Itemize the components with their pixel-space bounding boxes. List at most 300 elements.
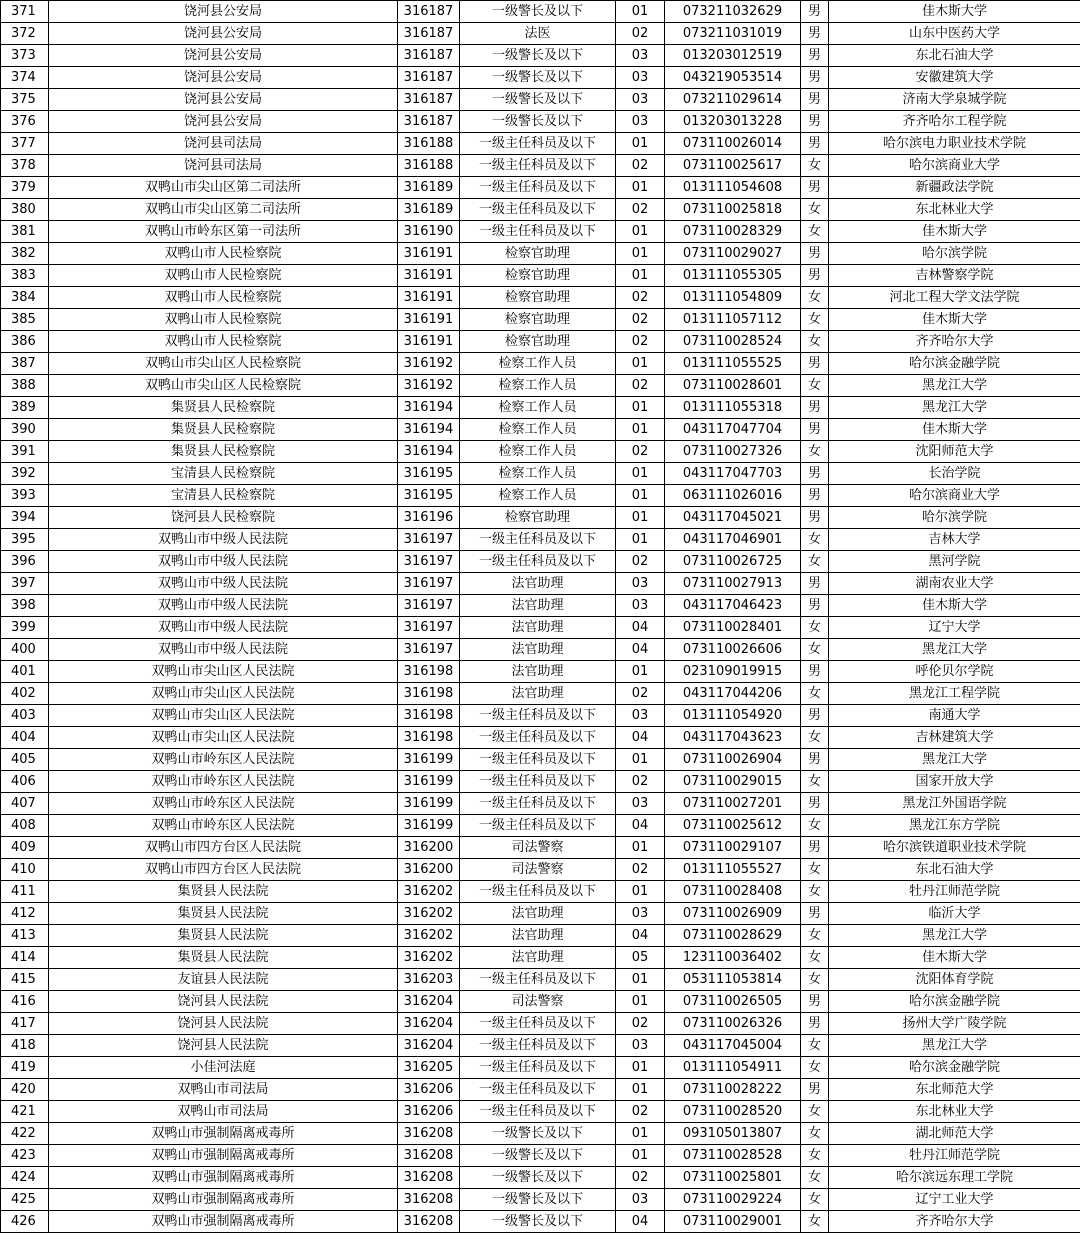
agency-name-cell: 集贤县人民法院: [49, 925, 398, 947]
agency-name-cell: 集贤县人民检察院: [49, 419, 398, 441]
position-name-cell: 一级主任科员及以下: [460, 705, 616, 727]
gender-cell: 女: [801, 441, 829, 463]
exam-id-cell: 093105013807: [665, 1123, 801, 1145]
agency-name-cell: 双鸭山市司法局: [49, 1101, 398, 1123]
position-code-cell: 316194: [398, 441, 460, 463]
position-name-cell: 一级警长及以下: [460, 1123, 616, 1145]
position-index-cell: 01: [616, 969, 665, 991]
position-name-cell: 一级警长及以下: [460, 89, 616, 111]
gender-cell: 男: [801, 485, 829, 507]
row-number-cell: 407: [1, 793, 49, 815]
row-number-cell: 400: [1, 639, 49, 661]
school-name-cell: 黑龙江工程学院: [829, 683, 1080, 705]
exam-id-cell: 043117043623: [665, 727, 801, 749]
row-number-cell: 424: [1, 1167, 49, 1189]
exam-id-cell: 043117044206: [665, 683, 801, 705]
table-row: [1, 375, 1080, 397]
gender-cell: 女: [801, 859, 829, 881]
position-code-cell: 316208: [398, 1123, 460, 1145]
position-index-cell: 02: [616, 1167, 665, 1189]
exam-id-cell: 073110028329: [665, 221, 801, 243]
school-name-cell: 南通大学: [829, 705, 1080, 727]
position-code-cell: 316189: [398, 199, 460, 221]
position-index-cell: 03: [616, 45, 665, 67]
position-index-cell: 01: [616, 507, 665, 529]
position-name-cell: 检察工作人员: [460, 419, 616, 441]
position-name-cell: 检察官助理: [460, 331, 616, 353]
position-index-cell: 04: [616, 727, 665, 749]
position-name-cell: 一级主任科员及以下: [460, 199, 616, 221]
exam-id-cell: 073110028222: [665, 1079, 801, 1101]
position-code-cell: 316202: [398, 881, 460, 903]
school-name-cell: 佳木斯大学: [829, 419, 1080, 441]
position-name-cell: 法官助理: [460, 947, 616, 969]
table-row: [1, 265, 1080, 287]
position-code-cell: 316198: [398, 661, 460, 683]
table-row: [1, 617, 1080, 639]
position-index-cell: 03: [616, 1035, 665, 1057]
table-row: [1, 1013, 1080, 1035]
row-number-cell: 426: [1, 1211, 49, 1233]
position-index-cell: 01: [616, 133, 665, 155]
position-name-cell: 一级警长及以下: [460, 45, 616, 67]
gender-cell: 女: [801, 815, 829, 837]
agency-name-cell: 双鸭山市人民检察院: [49, 309, 398, 331]
position-index-cell: 01: [616, 991, 665, 1013]
row-number-cell: 395: [1, 529, 49, 551]
row-number-cell: 399: [1, 617, 49, 639]
gender-cell: 男: [801, 177, 829, 199]
school-name-cell: 佳木斯大学: [829, 309, 1080, 331]
position-code-cell: 316196: [398, 507, 460, 529]
agency-name-cell: 宝清县人民检察院: [49, 485, 398, 507]
gender-cell: 女: [801, 969, 829, 991]
table-row: [1, 111, 1080, 133]
row-number-cell: 394: [1, 507, 49, 529]
school-name-cell: 哈尔滨金融学院: [829, 353, 1080, 375]
position-code-cell: 316198: [398, 705, 460, 727]
position-index-cell: 01: [616, 419, 665, 441]
row-number-cell: 412: [1, 903, 49, 925]
exam-id-cell: 013111054608: [665, 177, 801, 199]
position-index-cell: 01: [616, 1057, 665, 1079]
position-name-cell: 一级主任科员及以下: [460, 749, 616, 771]
position-name-cell: 法官助理: [460, 683, 616, 705]
exam-id-cell: 073110028601: [665, 375, 801, 397]
agency-name-cell: 饶河县公安局: [49, 89, 398, 111]
position-name-cell: 一级主任科员及以下: [460, 155, 616, 177]
agency-name-cell: 集贤县人民法院: [49, 881, 398, 903]
agency-name-cell: 双鸭山市四方台区人民法院: [49, 837, 398, 859]
gender-cell: 女: [801, 309, 829, 331]
exam-id-cell: 123110036402: [665, 947, 801, 969]
row-number-cell: 371: [1, 1, 49, 23]
row-number-cell: 373: [1, 45, 49, 67]
position-name-cell: 一级主任科员及以下: [460, 133, 616, 155]
row-number-cell: 403: [1, 705, 49, 727]
row-number-cell: 423: [1, 1145, 49, 1167]
agency-name-cell: 双鸭山市尖山区人民法院: [49, 661, 398, 683]
position-code-cell: 316198: [398, 727, 460, 749]
position-name-cell: 一级警长及以下: [460, 1145, 616, 1167]
agency-name-cell: 双鸭山市岭东区人民法院: [49, 749, 398, 771]
position-index-cell: 04: [616, 925, 665, 947]
exam-id-cell: 073110028528: [665, 1145, 801, 1167]
gender-cell: 女: [801, 1057, 829, 1079]
gender-cell: 女: [801, 551, 829, 573]
position-name-cell: 检察官助理: [460, 507, 616, 529]
agency-name-cell: 双鸭山市中级人民法院: [49, 595, 398, 617]
exam-id-cell: 023109019915: [665, 661, 801, 683]
school-name-cell: 哈尔滨远东理工学院: [829, 1167, 1080, 1189]
gender-cell: 女: [801, 1145, 829, 1167]
school-name-cell: 黑龙江大学: [829, 749, 1080, 771]
exam-id-cell: 073110029224: [665, 1189, 801, 1211]
table-row: [1, 837, 1080, 859]
row-number-cell: 409: [1, 837, 49, 859]
agency-name-cell: 双鸭山市中级人民法院: [49, 617, 398, 639]
table-row: [1, 749, 1080, 771]
gender-cell: 女: [801, 639, 829, 661]
agency-name-cell: 饶河县公安局: [49, 23, 398, 45]
table-row: [1, 463, 1080, 485]
exam-id-cell: 073211029614: [665, 89, 801, 111]
position-code-cell: 316187: [398, 89, 460, 111]
exam-id-cell: 073110026725: [665, 551, 801, 573]
gender-cell: 男: [801, 89, 829, 111]
position-code-cell: 316206: [398, 1101, 460, 1123]
row-number-cell: 408: [1, 815, 49, 837]
exam-id-cell: 073110028520: [665, 1101, 801, 1123]
gender-cell: 男: [801, 419, 829, 441]
position-code-cell: 316191: [398, 243, 460, 265]
position-name-cell: 法官助理: [460, 661, 616, 683]
position-name-cell: 检察工作人员: [460, 485, 616, 507]
position-index-cell: 04: [616, 617, 665, 639]
table-row: [1, 133, 1080, 155]
position-name-cell: 一级主任科员及以下: [460, 793, 616, 815]
exam-id-cell: 063111026016: [665, 485, 801, 507]
school-name-cell: 黑龙江大学: [829, 639, 1080, 661]
row-number-cell: 419: [1, 1057, 49, 1079]
gender-cell: 男: [801, 749, 829, 771]
position-code-cell: 316187: [398, 1, 460, 23]
row-number-cell: 388: [1, 375, 49, 397]
position-code-cell: 316187: [398, 67, 460, 89]
school-name-cell: 东北石油大学: [829, 45, 1080, 67]
exam-id-cell: 073110028629: [665, 925, 801, 947]
row-number-cell: 387: [1, 353, 49, 375]
agency-name-cell: 双鸭山市四方台区人民法院: [49, 859, 398, 881]
table-row: [1, 529, 1080, 551]
exam-id-cell: 013111055527: [665, 859, 801, 881]
exam-id-cell: 043117047703: [665, 463, 801, 485]
position-code-cell: 316194: [398, 397, 460, 419]
gender-cell: 女: [801, 947, 829, 969]
row-number-cell: 389: [1, 397, 49, 419]
school-name-cell: 吉林大学: [829, 529, 1080, 551]
position-code-cell: 316191: [398, 309, 460, 331]
position-index-cell: 01: [616, 353, 665, 375]
row-number-cell: 421: [1, 1101, 49, 1123]
position-index-cell: 02: [616, 309, 665, 331]
position-code-cell: 316191: [398, 265, 460, 287]
position-index-cell: 02: [616, 331, 665, 353]
gender-cell: 男: [801, 397, 829, 419]
gender-cell: 女: [801, 199, 829, 221]
gender-cell: 男: [801, 1013, 829, 1035]
school-name-cell: 黑龙江东方学院: [829, 815, 1080, 837]
position-index-cell: 02: [616, 771, 665, 793]
position-index-cell: 02: [616, 375, 665, 397]
position-code-cell: 316199: [398, 793, 460, 815]
position-name-cell: 一级主任科员及以下: [460, 1079, 616, 1101]
position-code-cell: 316195: [398, 485, 460, 507]
position-index-cell: 01: [616, 177, 665, 199]
table-row: [1, 485, 1080, 507]
gender-cell: 女: [801, 375, 829, 397]
position-code-cell: 316195: [398, 463, 460, 485]
table-row: [1, 573, 1080, 595]
school-name-cell: 黑龙江外国语学院: [829, 793, 1080, 815]
table-row: [1, 155, 1080, 177]
position-index-cell: 03: [616, 705, 665, 727]
position-code-cell: 316191: [398, 287, 460, 309]
position-name-cell: 一级主任科员及以下: [460, 1013, 616, 1035]
row-number-cell: 406: [1, 771, 49, 793]
position-index-cell: 01: [616, 221, 665, 243]
school-name-cell: 黑龙江大学: [829, 925, 1080, 947]
school-name-cell: 沈阳师范大学: [829, 441, 1080, 463]
table-row: [1, 23, 1080, 45]
row-number-cell: 404: [1, 727, 49, 749]
exam-id-cell: 043219053514: [665, 67, 801, 89]
position-name-cell: 检察官助理: [460, 309, 616, 331]
position-name-cell: 法医: [460, 23, 616, 45]
row-number-cell: 401: [1, 661, 49, 683]
position-index-cell: 01: [616, 881, 665, 903]
table-row: [1, 243, 1080, 265]
row-number-cell: 415: [1, 969, 49, 991]
agency-name-cell: 双鸭山市强制隔离戒毒所: [49, 1145, 398, 1167]
school-name-cell: 东北师范大学: [829, 1079, 1080, 1101]
gender-cell: 男: [801, 1079, 829, 1101]
row-number-cell: 376: [1, 111, 49, 133]
table-row: [1, 947, 1080, 969]
exam-id-cell: 013111055318: [665, 397, 801, 419]
agency-name-cell: 饶河县公安局: [49, 45, 398, 67]
gender-cell: 女: [801, 287, 829, 309]
position-index-cell: 01: [616, 529, 665, 551]
row-number-cell: 418: [1, 1035, 49, 1057]
position-name-cell: 一级警长及以下: [460, 1167, 616, 1189]
school-name-cell: 国家开放大学: [829, 771, 1080, 793]
school-name-cell: 湖北师范大学: [829, 1123, 1080, 1145]
table-row: [1, 1211, 1080, 1233]
exam-id-cell: 073110029027: [665, 243, 801, 265]
position-code-cell: 316197: [398, 551, 460, 573]
table-row: [1, 1189, 1080, 1211]
gender-cell: 男: [801, 991, 829, 1013]
school-name-cell: 吉林建筑大学: [829, 727, 1080, 749]
school-name-cell: 齐齐哈尔工程学院: [829, 111, 1080, 133]
agency-name-cell: 双鸭山市尖山区人民法院: [49, 727, 398, 749]
school-name-cell: 哈尔滨学院: [829, 507, 1080, 529]
position-name-cell: 一级主任科员及以下: [460, 1057, 616, 1079]
agency-name-cell: 饶河县公安局: [49, 1, 398, 23]
school-name-cell: 呼伦贝尔学院: [829, 661, 1080, 683]
school-name-cell: 黑河学院: [829, 551, 1080, 573]
position-name-cell: 一级主任科员及以下: [460, 1101, 616, 1123]
agency-name-cell: 饶河县人民检察院: [49, 507, 398, 529]
table-row: [1, 1035, 1080, 1057]
position-code-cell: 316187: [398, 23, 460, 45]
exam-id-cell: 053111053814: [665, 969, 801, 991]
row-number-cell: 396: [1, 551, 49, 573]
table-row: [1, 89, 1080, 111]
position-name-cell: 法官助理: [460, 925, 616, 947]
position-index-cell: 01: [616, 485, 665, 507]
row-number-cell: 425: [1, 1189, 49, 1211]
position-index-cell: 04: [616, 1211, 665, 1233]
position-code-cell: 316197: [398, 617, 460, 639]
position-code-cell: 316208: [398, 1189, 460, 1211]
exam-id-cell: 073110026326: [665, 1013, 801, 1035]
position-index-cell: 03: [616, 1189, 665, 1211]
school-name-cell: 哈尔滨金融学院: [829, 1057, 1080, 1079]
position-index-cell: 02: [616, 683, 665, 705]
position-name-cell: 一级主任科员及以下: [460, 177, 616, 199]
position-index-cell: 01: [616, 243, 665, 265]
table-row: [1, 639, 1080, 661]
position-index-cell: 03: [616, 793, 665, 815]
agency-name-cell: 饶河县公安局: [49, 111, 398, 133]
position-code-cell: 316202: [398, 925, 460, 947]
position-name-cell: 司法警察: [460, 991, 616, 1013]
school-name-cell: 牡丹江师范学院: [829, 1145, 1080, 1167]
gender-cell: 男: [801, 837, 829, 859]
agency-name-cell: 集贤县人民检察院: [49, 441, 398, 463]
agency-name-cell: 双鸭山市尖山区第二司法所: [49, 199, 398, 221]
row-number-cell: 397: [1, 573, 49, 595]
gender-cell: 男: [801, 23, 829, 45]
exam-id-cell: 073110025801: [665, 1167, 801, 1189]
gender-cell: 男: [801, 243, 829, 265]
position-name-cell: 检察官助理: [460, 243, 616, 265]
exam-id-cell: 073110027201: [665, 793, 801, 815]
exam-id-cell: 073110026909: [665, 903, 801, 925]
row-number-cell: 382: [1, 243, 49, 265]
gender-cell: 男: [801, 705, 829, 727]
row-number-cell: 413: [1, 925, 49, 947]
table-row: [1, 683, 1080, 705]
position-code-cell: 316205: [398, 1057, 460, 1079]
gender-cell: 女: [801, 727, 829, 749]
agency-name-cell: 双鸭山市人民检察院: [49, 287, 398, 309]
row-number-cell: 414: [1, 947, 49, 969]
position-index-cell: 01: [616, 1, 665, 23]
position-code-cell: 316203: [398, 969, 460, 991]
table-row: [1, 331, 1080, 353]
agency-name-cell: 双鸭山市中级人民法院: [49, 551, 398, 573]
exam-id-cell: 073110027913: [665, 573, 801, 595]
position-index-cell: 02: [616, 287, 665, 309]
agency-name-cell: 双鸭山市人民检察院: [49, 243, 398, 265]
agency-name-cell: 双鸭山市司法局: [49, 1079, 398, 1101]
position-code-cell: 316190: [398, 221, 460, 243]
agency-name-cell: 双鸭山市人民检察院: [49, 265, 398, 287]
row-number-cell: 383: [1, 265, 49, 287]
row-number-cell: 380: [1, 199, 49, 221]
school-name-cell: 黑龙江大学: [829, 375, 1080, 397]
position-code-cell: 316204: [398, 1035, 460, 1057]
agency-name-cell: 饶河县人民法院: [49, 1013, 398, 1035]
row-number-cell: 422: [1, 1123, 49, 1145]
exam-id-cell: 013111054920: [665, 705, 801, 727]
position-name-cell: 检察工作人员: [460, 463, 616, 485]
agency-name-cell: 饶河县司法局: [49, 133, 398, 155]
position-code-cell: 316208: [398, 1145, 460, 1167]
table-row: [1, 309, 1080, 331]
position-index-cell: 02: [616, 551, 665, 573]
position-name-cell: 检察工作人员: [460, 441, 616, 463]
table-row: [1, 397, 1080, 419]
gender-cell: 男: [801, 661, 829, 683]
position-code-cell: 316192: [398, 375, 460, 397]
agency-name-cell: 双鸭山市尖山区人民法院: [49, 705, 398, 727]
school-name-cell: 佳木斯大学: [829, 1, 1080, 23]
agency-name-cell: 双鸭山市岭东区人民法院: [49, 793, 398, 815]
position-code-cell: 316197: [398, 595, 460, 617]
school-name-cell: 佳木斯大学: [829, 947, 1080, 969]
position-index-cell: 01: [616, 837, 665, 859]
gender-cell: 男: [801, 463, 829, 485]
school-name-cell: 东北林业大学: [829, 199, 1080, 221]
gender-cell: 男: [801, 903, 829, 925]
exam-id-cell: 043117045004: [665, 1035, 801, 1057]
table-row: [1, 771, 1080, 793]
agency-name-cell: 双鸭山市尖山区人民检察院: [49, 375, 398, 397]
position-index-cell: 01: [616, 1079, 665, 1101]
gender-cell: 男: [801, 793, 829, 815]
row-number-cell: 398: [1, 595, 49, 617]
exam-id-cell: 013111057112: [665, 309, 801, 331]
row-number-cell: 374: [1, 67, 49, 89]
row-number-cell: 390: [1, 419, 49, 441]
position-code-cell: 316197: [398, 639, 460, 661]
exam-id-cell: 073110029015: [665, 771, 801, 793]
agency-name-cell: 宝清县人民检察院: [49, 463, 398, 485]
position-index-cell: 03: [616, 903, 665, 925]
exam-id-cell: 073110026505: [665, 991, 801, 1013]
agency-name-cell: 小佳河法庭: [49, 1057, 398, 1079]
position-code-cell: 316191: [398, 331, 460, 353]
school-name-cell: 辽宁工业大学: [829, 1189, 1080, 1211]
position-index-cell: 01: [616, 463, 665, 485]
exam-id-cell: 043117046901: [665, 529, 801, 551]
row-number-cell: 386: [1, 331, 49, 353]
position-code-cell: 316199: [398, 749, 460, 771]
table-row: [1, 991, 1080, 1013]
agency-name-cell: 双鸭山市强制隔离戒毒所: [49, 1189, 398, 1211]
position-code-cell: 316194: [398, 419, 460, 441]
position-code-cell: 316188: [398, 133, 460, 155]
table-row: [1, 287, 1080, 309]
school-name-cell: 临沂大学: [829, 903, 1080, 925]
position-index-cell: 02: [616, 1013, 665, 1035]
exam-id-cell: 073211031019: [665, 23, 801, 45]
position-name-cell: 一级主任科员及以下: [460, 551, 616, 573]
